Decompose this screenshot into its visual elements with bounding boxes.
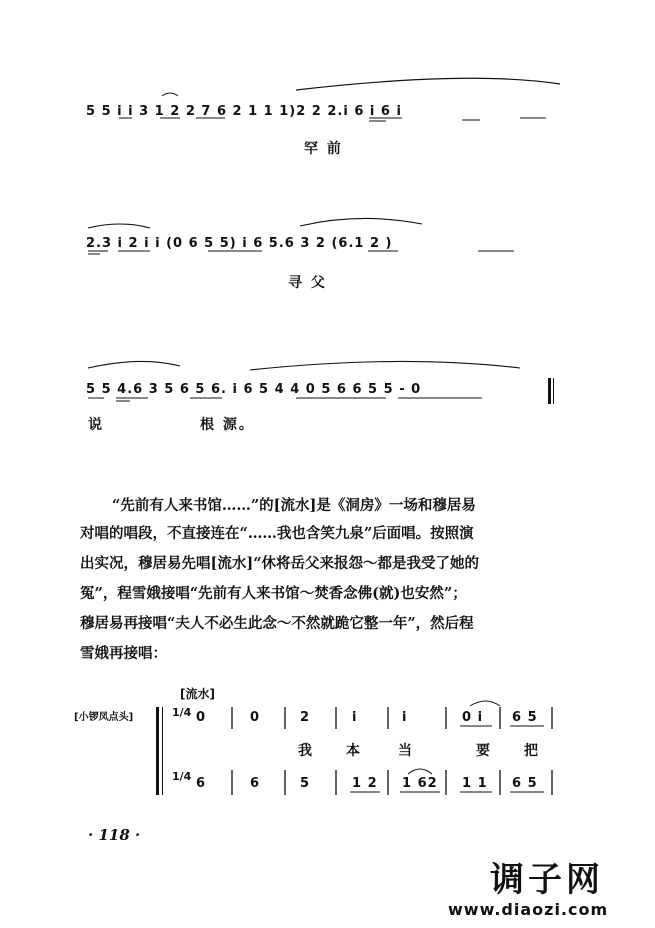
accomp-measure-3: 5 — [300, 776, 311, 791]
section-label: [流水] — [180, 687, 215, 701]
vocal-measure-3: 2 — [300, 710, 311, 725]
accomp-measure-1: 6 — [196, 776, 207, 791]
score-line-3-lyrics-right: 根 源。 — [200, 417, 255, 433]
score-line-2-notes: 2.3 i 2 i i (0 6 5 5) i 6 5.6 3 2 (6.1 2 ) — [86, 236, 393, 251]
score-line-1-notes: 5 5 i i 3 1 2 2 7 6 2 1 1 1)2 2 2.i 6 i 6 i — [86, 104, 402, 119]
vocal-measure-4: i — [352, 710, 358, 725]
score-line-1-lyrics: 罕 前 — [304, 141, 343, 157]
accomp-measure-2: 6 — [250, 776, 261, 791]
paragraph-line-6: 雪娥再接唱： — [80, 645, 167, 662]
vocal-measure-7: 6 5 — [512, 710, 538, 725]
paragraph-line-2: 对唱的唱段，不直接连在“……我也含笑九泉”后面唱。按照演 — [80, 525, 474, 542]
accomp-measure-7: 6 5 — [512, 776, 538, 791]
vocal-measure-6: 0 i — [462, 710, 484, 725]
system-lyric-1: 我 — [298, 743, 314, 759]
paragraph-line-5: 穆居易再接唱“夫人不必生此念～不然就跪它整一年”，然后程 — [80, 615, 474, 632]
score-line-3-lyrics-left: 说 — [88, 417, 104, 433]
accomp-measure-6: 1 1 — [462, 776, 488, 791]
paragraph-line-4: 冤”，程雪娥接唱“先前有人来书馆～焚香念佛(就)也安然”； — [80, 585, 467, 602]
watermark-url: www.diaozi.com — [448, 900, 609, 919]
system-lyric-5: 把 — [524, 743, 540, 759]
accomp-measure-5: 1 62 — [402, 776, 438, 791]
watermark-title: 调子网 — [490, 860, 604, 900]
page-number: · 118 · — [88, 826, 141, 844]
system-lyric-3: 当 — [398, 743, 414, 759]
score-line-3-notes: 5 5 4.6 3 5 6 5 6. i 6 5 4 4 0 5 6 6 5 5 - 0 — [86, 382, 422, 397]
accomp-measure-4: 1 2 — [352, 776, 378, 791]
system-lyric-2: 本 — [346, 743, 362, 759]
time-signature-vocal: 1/4 — [172, 706, 192, 719]
system-lyric-4: 要 — [476, 743, 492, 759]
instrument-label: [小锣凤点头] — [74, 712, 134, 723]
vocal-measure-1: 0 — [196, 710, 207, 725]
vocal-measure-2: 0 — [250, 710, 261, 725]
vocal-measure-5: i — [402, 710, 408, 725]
paragraph-line-1: “先前有人来书馆……”的[流水]是《洞房》一场和穆居易 — [112, 497, 476, 514]
paragraph-line-3: 出实况，穆居易先唱[流水]“休将岳父来报怨～都是我受了她的 — [80, 555, 480, 572]
time-signature-accompaniment: 1/4 — [172, 770, 192, 783]
score-line-2-lyrics: 寻 父 — [288, 275, 327, 291]
